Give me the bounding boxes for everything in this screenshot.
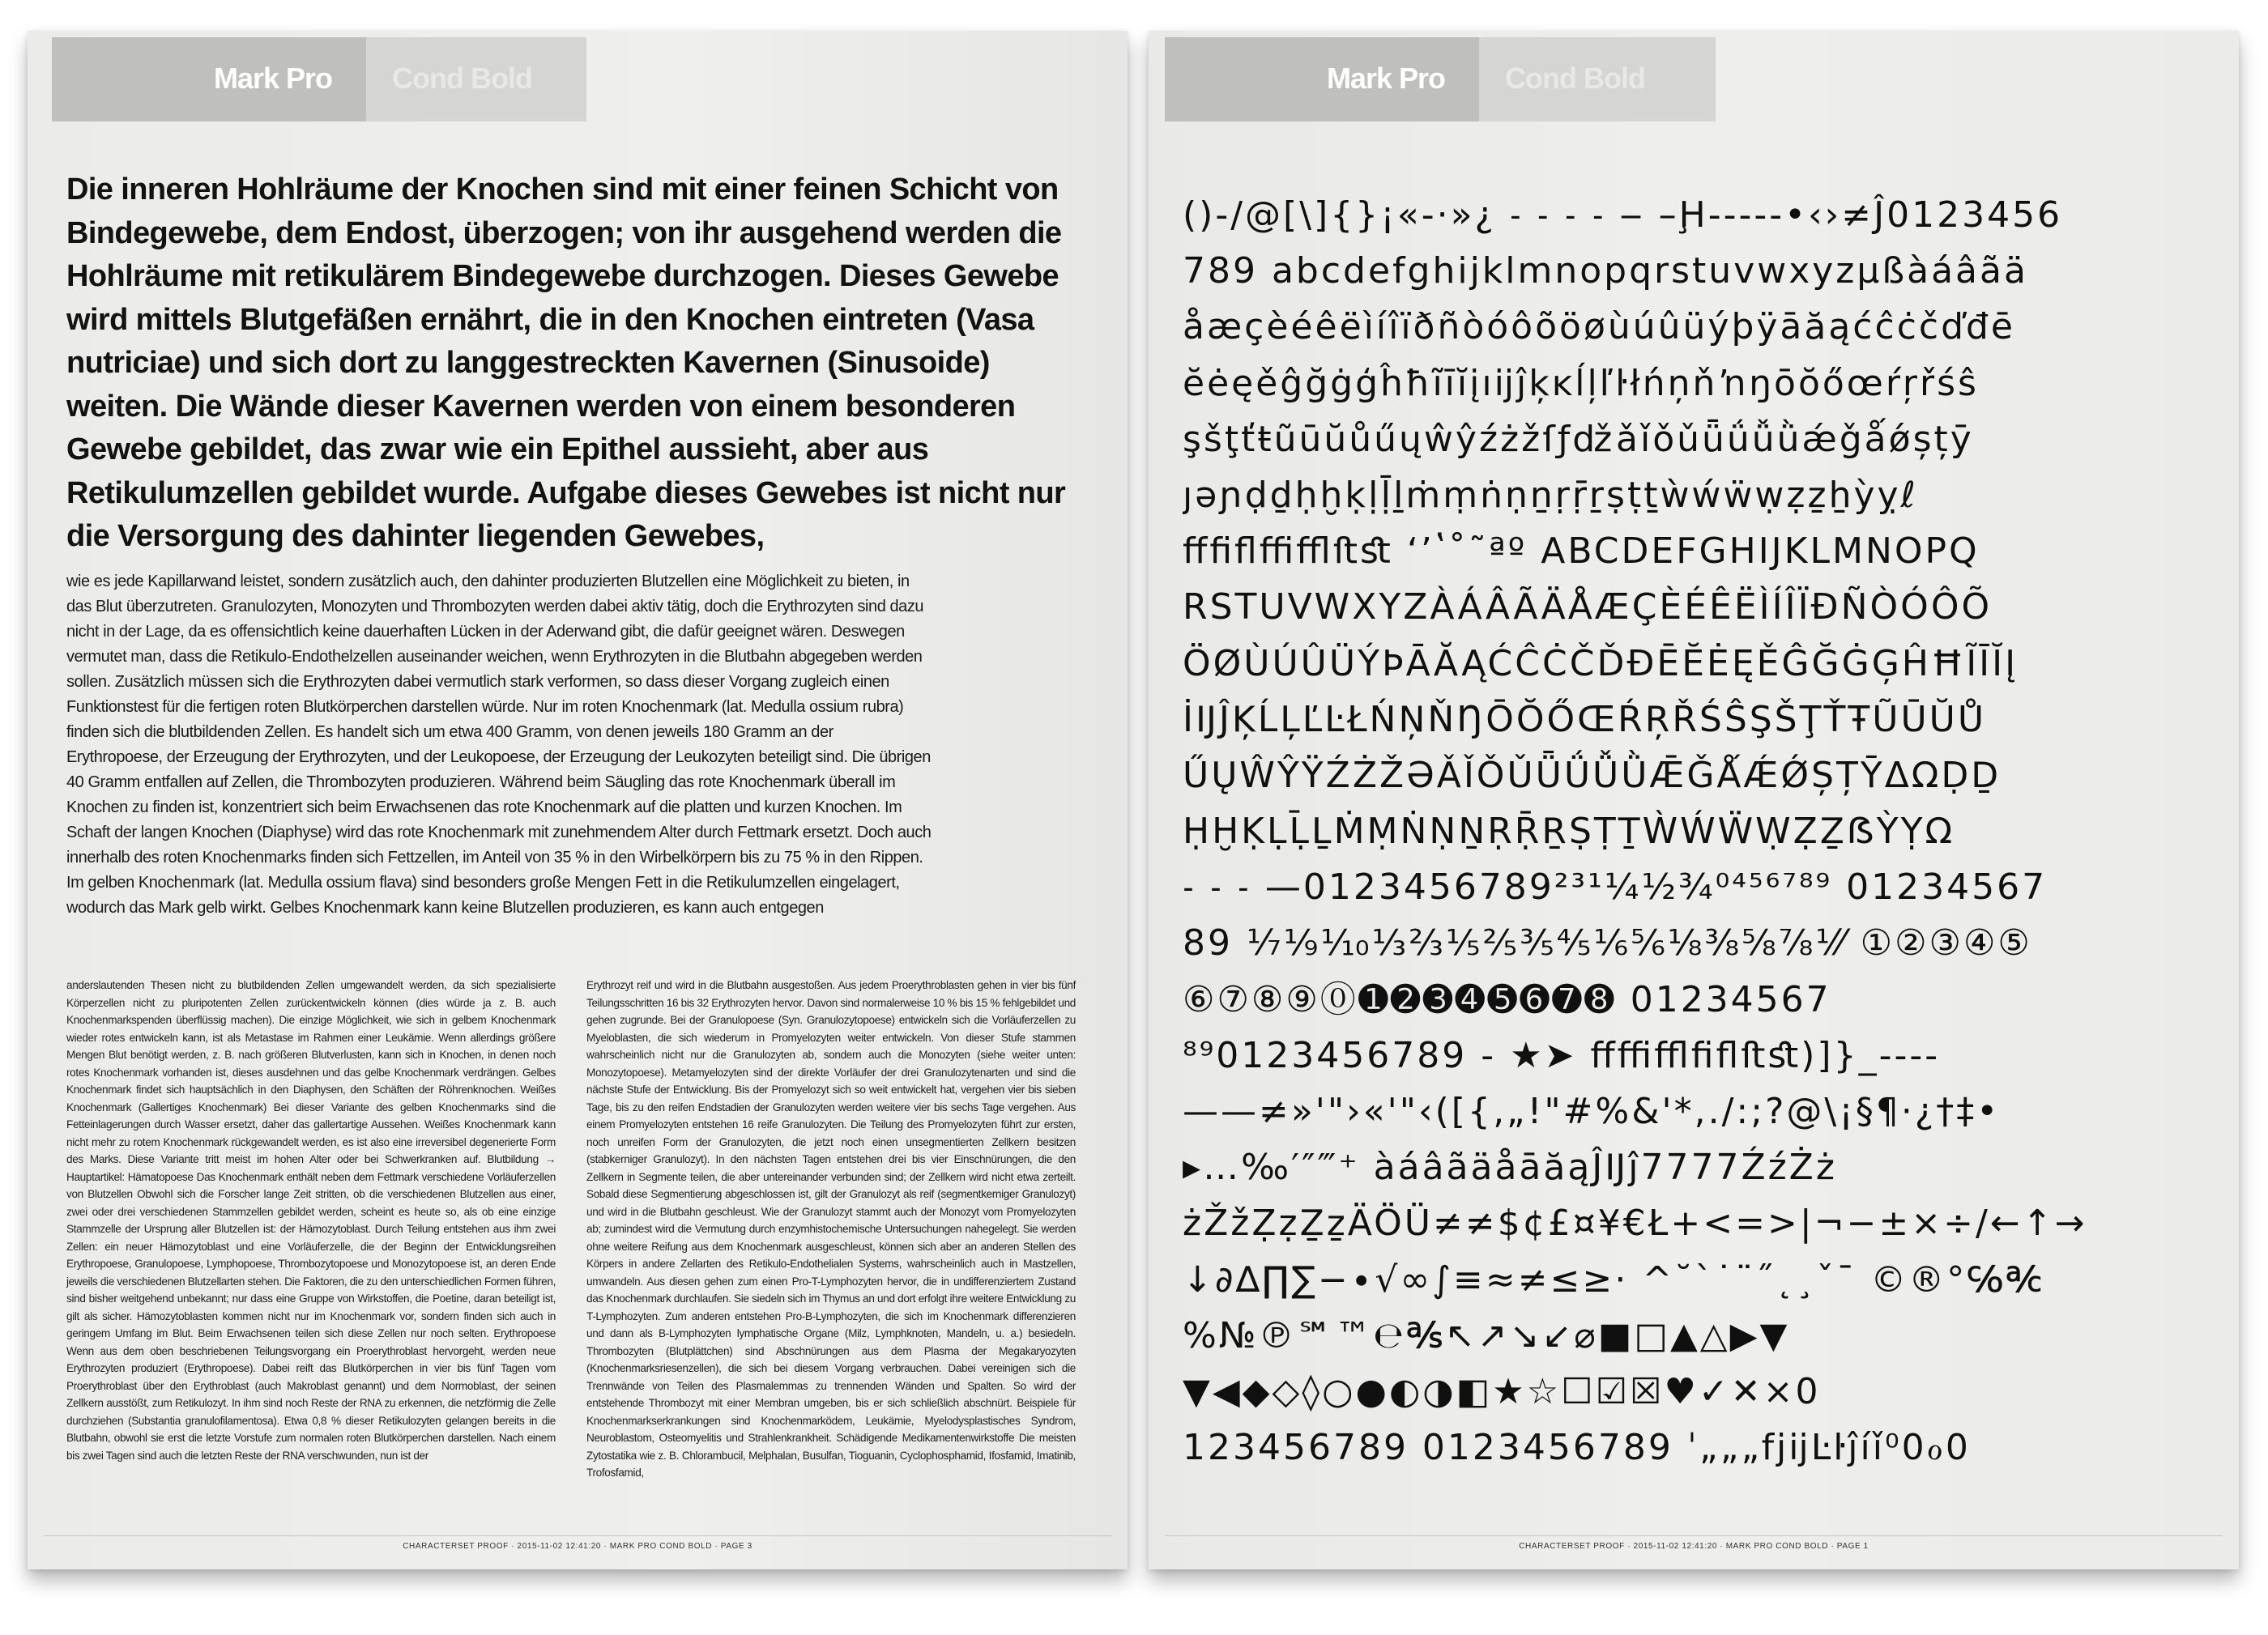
page-footer: CHARACTERSET PROOF · 2015-11-02 12:41:20 · MARK PRO COND BOLD · PAGE 1 bbox=[1519, 1542, 1869, 1551]
text-column-2: Erythrozyt reif und wird in die Blutbahn ausgestoßen. Aus jedem Proerythroblasten gehen in vier bis fünf Teilungsschritten 16 bis 32 Erythrozyten hervor. Davon sind normalerweise 10 % bis 15 % fehlgebildet und gehen zugrunde. Bei der Granulopoese (Syn. Granulozytopoese) entwickeln sich die Vorläuferzellen zu Myeloblasten, die sich wiederum in Promyelozyten weiter entwickeln. Von dieser Stufe stammen wahrscheinlich nicht nur die Granulozyten ab, sondern auch die Monozyten (siehe weiter unten: Monozytopoese). Metamyelozyten sind der direkte Vorläufer der drei Granulozytenarten und sind die nächste Stufe der Entwicklung. Bis der Promyelozyt sich so weit entwickelt hat, vergehen vier bis sieben Tage, bis zu den reifen Endstadien der Granulozyten werden weitere vier bis sechs Tage vergehen. Aus einem Promyelozyten entstehen 16 reife Granulozyten. Die Teilung des Promyelozyten führt zur ersten, noch unreifen Form der Granulozyten, die jetzt noch einen unsegmentierten Zellkern besitzen (stabkerniger Granulozyt). In den nächsten Tagen entstehen drei bis vier Einschnürungen, die den Zellkern in Segmente teilen, die aber untereinander verbunden sind; der Zellkern wird nicht etwa zerteilt. Sobald diese Segmentierung abgeschlossen ist, gilt der Granulozyt als reif (segmentkerniger Granulozyt) und wird in die Blutbahn geschleust. Wie der Granulozyt stammt auch der Monozyt vom Promyelozyten ab; zumindest wird die Vermutung durch enzymhistochemische Untersuchungen nahegelegt. Sie werden ohne weitere Reifung aus dem Knochenmark ausgeschleust, können sich aber an anderen Stellen des Körpers in andere Zellarten des Retikulo-Endothelialen Systems, wahrscheinlich auch in Mastzellen, umwandeln. Aus diesen gehen zum einen Pro-T-Lymphozyten hervor, die in undifferenziertem Zustand das Knochenmark durchlaufen. Sie siedeln sich im Thymus an und dort erfolgt ihre weitere Entwicklung zu T-Lymphozyten. Zum anderen entstehen Pro-B-Lymphozyten, die sich im Knochenmark differenzieren und dann als B-Lymphozyten lymphatische Organe (Milz, Lymphknoten, Mandeln, u. a.) besiedeln. Thrombozyten (Blutplättchen) sind Abschnürungen aus dem Plasma der Megakaryozyten (Knochenmarksriesenzellen), die sich bei diesem Vorgang verbrauchen. Dabei vereinigen sich die Trennwände von Teilen des Plasmalemmas zu trennenden Wänden und Spalten. So wird der entstehende Thrombozyt mit einer Membran umgeben, bis er sich schließlich abschnürt. Beispiele für Knochenmarkserkrankungen sind Knochenmarködem, Leukämie, Myelodysplastisches Syndrom, Neuroblastom, Osteomyelitis und Strahlenkrankheit. Schädigende Medikamentenwirkstoffe Die meisten Zytostatika wie z. B. Chlorambucil, Melphalan, Busulfan, Tioguanin, Cyclophosphamid, Ifosfamid, Imatinib, Trofosfamid, bbox=[586, 979, 1076, 1479]
footer-rule bbox=[44, 1535, 1111, 1536]
glyph-line: 789 abcdefghijklmnopqrstuvwxyzµßàáâãä bbox=[1183, 250, 2028, 292]
glyph-line: 89 ⅐⅑⅒⅓⅔⅕⅖⅗⅘⅙⅚⅛⅜⅝⅞⅟⁄ ①②③④⑤ bbox=[1183, 922, 2032, 964]
glyph-line: %№℗℠™℮℁↖↗↘↙⌀■□▲△▶▼ bbox=[1183, 1314, 1790, 1356]
glyph-line: ŰŲŴŶŸŹŻŽƏǍǏǑǓǕǗǙǛǢǦǺǼǾȘȚȲΔΩḌḎ bbox=[1183, 754, 2002, 796]
glyph-line: ˗ ˗ ˗ —0123456789²³¹¼½¾⁰⁴⁵⁶⁷⁸⁹ 01234567 bbox=[1183, 866, 2048, 909]
glyph-line: ▸…‰′″‴⁺ àáâãäåāăąĴĲĵ7777ŹźŻż bbox=[1183, 1147, 1837, 1189]
glyph-set bbox=[1183, 187, 2228, 1475]
glyph-line: ĕėęěĝğġģĥħĩīĭįıĳĵķĸĺļľŀłńņňŉŋōŏőœŕŗřśŝ bbox=[1183, 362, 1979, 404]
proof-page-left bbox=[28, 31, 1128, 1569]
font-family-label: Mark Pro bbox=[213, 62, 332, 95]
glyph-line: ﬀﬁﬂﬃﬄﬅﬆ ʻʼʽ˚˜ªº ABCDEFGHIJKLMNOPQ bbox=[1183, 530, 1980, 573]
glyph-line: İĲĴĶĹĻĽĿŁŃŅŇŊŌŎŐŒŔŖŘŚŜŞŠŢŤŦŨŪŬŮ bbox=[1183, 698, 1987, 740]
glyph-line: RSTUVWXYZÀÁÂÃÄÅÆÇÈÉÊËÌÍÎÏÐÑÒÓÔÕ bbox=[1183, 586, 1993, 628]
glyph-line: ȷəɲḍḏḥḫḳḷḹḻṁṃṅṇṉṛṝṟṣṭṯẁẃẅẉẓẕẖỳỵℓ bbox=[1183, 474, 1918, 516]
font-style-label: Cond Bold bbox=[392, 62, 532, 95]
proof-page-right bbox=[1149, 31, 2239, 1569]
text-column-1: anderslautenden Thesen nicht zu blutbildenden Zellen umgewandelt werden, da sich spezialisierte Körperzellen nicht zu pluripotenten Zellen zurückentwickeln können (dies würde ja z. B. auch Knochenmarkspenden überflüssig machen). Die einzige Möglichkeit, wie sich in gelbem Knochenmark wieder rotes entwickeln kann, ist als Metastase im Rahmen einer Leukämie. Wenn allerdings größere Mengen Blut benötigt werden, z. B. nach größeren Blutverlusten, kann sich in Knochen, in denen noch rotes Knochenmark vorhanden ist, dieses ausdehnen und das gelbe Knochenmark verdrängen. Gelbes Knochenmark findet sich hauptsächlich in den Diaphysen, den Schäften der Röhrenknochen. Weißes Knochenmark (Gallertiges Knochenmark) Bei dieser Variante des gelben Knochenmarks sind die Fetteinlagerungen durch Wasser ersetzt, daher das gallertartige Aussehen. Weißes Knochenmark kann nicht mehr zu rotem Knochenmark rückgewandelt werden, es ist also eine irreversibel degenerierte Form des Marks. Diese Variante tritt meist im hohen Alter oder bei Schwerkranken auf. Blutbildung → Hauptartikel: Hämatopoese Das Knochenmark enthält neben dem Fettmark verschiedene Vorläuferzellen von Blutzellen Obwohl sich die Forscher lange Zeit stritten, ob die verschiedenen Blutzellen aus einer, zwei oder drei verschiedenen Stammzellen gebildet werden, scheint es heute so, als ob eine einzige Stammzelle der Ursprung aller Blutzellen ist: der Hämozytoblast. Durch Teilung entstehen aus ihm zwei Zellen: ein neuer Hämozytoblast und eine Vorläuferzelle, die der Beginn der Entwicklungsreihen Erythropoese, Granulopoese, Lymphopoese, Thrombozytopoese und Monozytopoese ist, an deren Ende jeweils die verschiedenen Blutzellarten stehen. Die Faktoren, die zu den unterschiedlichen Formen führen, sind bisher weitgehend unbekannt; nur dass eine Gruppe von Wirkstoffen, die Poetine, daran beteiligt ist, gilt als sicher. Hämozytoblasten kommen nicht nur im Knochenmark vor, sondern finden sich auch in geringem Umfang im Blut. Beim Erwachsenen teilen sich diese Zellen nur noch selten. Erythropoese Wenn aus dem oben beschriebenen Teilungsvorgang ein Proerythroblast hervorgeht, werden neue Erythrozyten produziert (Erythropoese). Dabei reift das Blutkörperchen in vier bis fünf Tagen vom Proerythroblast über den Erythroblast (auch Makroblast genannt) und dem Normoblast, der seinen Zellkern ausstößt, zum Retikulozyt. In ihm sind noch Reste der RNA zu erkennen, die netzförmig die Zelle durchziehen (Substantia granulofilamentosa). Etwa 0,8 % dieser Retikulozyten gelangen bereits in die Blutbahn, obwohl sie erst die letzte Vorstufe zum normalen roten Blutkörperchen darstellen. Nach einem bis zwei Tagen sind auch die letzten Reste der RNA verschwunden, nun ist der bbox=[66, 979, 556, 1462]
glyph-line: ÖØÙÚÛÜÝÞĀĂĄĆĈĊČĎĐĒĔĖĘĚĜĞĠĢĤĦĨĪĬĮ bbox=[1183, 642, 2019, 684]
glyph-line: ()-/@[\]{}¡«-·»¿ ˗ ˗ ˗ ˗ ‒ –Ḩ-----•‹›≠Ĵ0123456 bbox=[1183, 194, 2063, 236]
glyph-line: ↓∂∆∏∑−∙√∞∫≡≈≠≤≥· ^˘`˙¨˝˛¸ˇ¯ ©®°℅℀ bbox=[1183, 1258, 2044, 1301]
glyph-line: şšţťŧũūŭůűųŵŷźżžſƒǆǎǐǒǔǖǘǚǜǽǧǻǿșțȳ bbox=[1183, 418, 1974, 460]
footer-rule bbox=[1165, 1535, 2223, 1536]
header-bar bbox=[1165, 37, 1716, 121]
header-bar bbox=[52, 37, 586, 121]
glyph-line: żŽžẒẓẔẕÄÖÜ≠≠$¢£¤¥€Ł+<=>|¬−±×÷/←↑→ bbox=[1183, 1203, 2087, 1245]
glyph-line: ——≠»'"›«'"‹([{‚„!"#%&'*,./:;?@\¡§¶·¿†‡• bbox=[1183, 1091, 2001, 1132]
header-family-block bbox=[52, 37, 366, 121]
glyph-line: åæçèéêëìíîïðñòóôõöøùúûüýþÿāăąćĉċčďđē bbox=[1183, 306, 2016, 348]
page-footer: CHARACTERSET PROOF · 2015-11-02 12:41:20 · MARK PRO COND BOLD · PAGE 3 bbox=[403, 1542, 752, 1551]
font-style-label: Cond Bold bbox=[1505, 62, 1645, 95]
glyph-line: ḤḪḲḶḸḺṀṂṄṆṈṚṜṞṢṬṮẀẂẄẈẒẔẞỲỴΩ bbox=[1183, 811, 1955, 853]
glyph-line: ⑥⑦⑧⑨⓪➊➋➌➍➎➏➐➑ 01234567 bbox=[1183, 978, 1831, 1020]
body-paragraph: wie es jede Kapillarwand leistet, sondern zusätzlich auch, den dahinter produzierten Blutzellen eine Möglichkeit zu bieten, in das Blut überzutreten. Granulozyten, Monozyten und Thrombozyten werden dabei aktiv tätig, doch die Erythrozyten sind dazu nicht in der Lage, da es offensichtlich keine dauerhaften Lücken in der Aderwand gibt, die dafür geeignet wären. Deswegen vermutet man, dass die Retikulo-Endothelzellen auseinander weichen, wenn Erythrozyten in die Blutbahn abgegeben werden sollen. Zusätzlich müssen sich die Erythrozyten dabei vermutlich stark verformen, so dass dieser Vorgang zugleich einen Funktionstest für die fertigen roten Blutkörperchen darstellen würde. Nur im roten Knochenmark (lat. Medulla ossium rubra) finden sich die blutbildenden Zellen. Es handelt sich um etwa 400 Gramm, von denen jeweils 180 Gramm an der Erythropoese, der Erzeugung der Erythrozyten, und der Leukopoese, der Erzeugung der Leukozyten beteiligt sind. Die übrigen 40 Gramm entfallen auf Zellen, die Thrombozyten produzieren. Während beim Säugling das rote Knochenmark überall im Knochen zu finden ist, konzentriert sich beim Erwachsenen das rote Knochenmark auf die platten und kurzen Knochen. Im Schaft der langen Knochen (Diaphyse) wird das rote Knochenmark mit zunehmendem Alter durch Fettmark ersetzt. Doch auch innerhalb des roten Knochenmarks finden sich Fettzellen, im Anteil von 35 % in den Wirbelkörpern bis zu 75 % in den Rippen. Im gelben Knochenmark (lat. Medulla ossium flava) sind besonders große Mengen Fett in die Retikulumzellen eingelagert, wodurch das Mark gelb wirkt. Gelbes Knochenmark kann keine Blutzellen produzieren, es kann auch entgegen bbox=[66, 573, 932, 917]
glyph-line: ▼◀◆◇◊○●◐◑◧★☆☐☑☒♥✓✕×0 bbox=[1183, 1370, 1821, 1412]
lead-paragraph: Die inneren Hohlräume der Knochen sind mit einer feinen Schicht von Bindegewebe, dem Endost, überzogen; von ihr ausgehend werden die Hohlräume mit retikulärem Bindegewebe durchzogen. Dieses Gewebe wird mittels Blutgefäßen ernährt, die in den Knochen eintreten (Vasa nutriciae) und sich dort zu langgestreckten Kavernen (Sinusoide) weiten. Die Wände dieser Kavernen werden von einem besonderen Gewebe gebildet, das zwar wie ein Epithel aussieht, aber aus Retikulumzellen gebildet wurde. Aufgabe dieses Gewebes ist nicht nur die Versorgung des dahinter liegenden Gewebes, bbox=[66, 172, 1066, 553]
glyph-line: ⁸⁹0123456789 - ★➤ ﬀﬃﬄﬁﬂﬅﬆ)]}_---- bbox=[1183, 1034, 1941, 1076]
glyph-line: 123456789 0123456789 ˈ„„„fjĳĿŀĵíǐ⁰0ℴ0 bbox=[1183, 1427, 1971, 1469]
font-family-label: Mark Pro bbox=[1326, 62, 1445, 95]
header-family-block bbox=[1165, 37, 1479, 121]
